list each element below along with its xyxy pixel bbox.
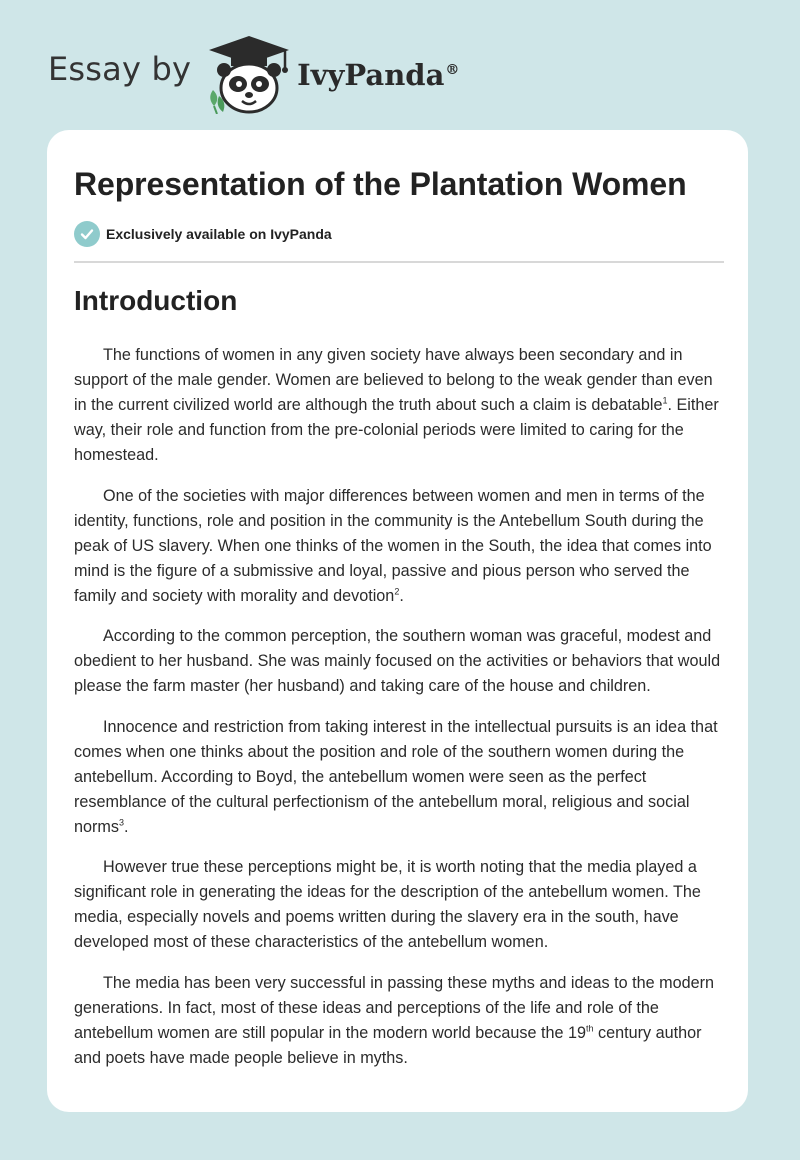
check-circle-icon bbox=[74, 221, 100, 247]
essay-body bbox=[74, 343, 726, 1086]
paragraph: According to the common perception, the southern woman was graceful, modest and obedient to her husband. She was mainly focused on the activities or behaviors that would please the farm master (her husband) and taking care of the house and children. bbox=[74, 627, 721, 695]
brand-name[interactable]: IvyPanda® bbox=[297, 58, 460, 92]
panda-logo-icon[interactable] bbox=[205, 34, 293, 114]
paragraph: The functions of women in any given society have always been secondary and in support of the male gender. Women are believed to belong to the weak gender than even in the current civilized world are although the truth about such a claim is debatable$^1$. Either way, their role and function from the pre-colonial periods were limited to caring for the homestead. bbox=[74, 346, 719, 464]
paragraph: The media has been very successful in passing these myths and ideas to the modern generations. In fact, most of these ideas and perceptions of the life and role of the antebellum women are still popular in the modern world because the 19th century author and poets have made people believe in myths. bbox=[74, 973, 714, 1067]
registered-mark: ® bbox=[445, 62, 460, 79]
footnote-ref[interactable]: 3 bbox=[118, 817, 124, 828]
essay-title: Representation of the Plantation Women bbox=[74, 166, 687, 202]
essay-card bbox=[47, 130, 748, 1112]
section-heading: Introduction bbox=[74, 285, 238, 316]
divider bbox=[74, 261, 724, 263]
footnote-ref[interactable]: 2 bbox=[394, 586, 400, 597]
site-header bbox=[48, 34, 459, 114]
paragraph: One of the societies with major differences between women and men in terms of the identity, functions, role and position in the community is the Antebellum South during the peak of US slavery. When one thinks of the women in the South, the idea that comes into mind is the figure of a submissive and loyal, passive and pious person who served the family and society with morality and devotion$^2$. bbox=[74, 486, 712, 605]
ordinal-suffix: th bbox=[586, 1023, 594, 1034]
paragraph: However true these perceptions might be, it is worth noting that the media played a significant role in generating the ideas for the description of the antebellum women. The media, especially novels and poems written during the slavery era in the south, have developed most of these characteristics of the antebellum women. bbox=[74, 858, 701, 951]
exclusive-badge bbox=[74, 221, 332, 247]
paragraph: Innocence and restriction from taking interest in the intellectual pursuits is an idea that comes when one thinks about the position and role of the southern women during the antebellum. According to Boyd, the antebellum women were seen as the perfect resemblance of the cultural perfectionism of the antebellum moral, religious and social norms$^3$. bbox=[74, 717, 718, 836]
brand-prefix: Essay by bbox=[48, 50, 192, 88]
exclusive-badge-label: Exclusively available on IvyPanda bbox=[106, 226, 332, 242]
footnote-ref[interactable]: 1 bbox=[662, 395, 668, 406]
